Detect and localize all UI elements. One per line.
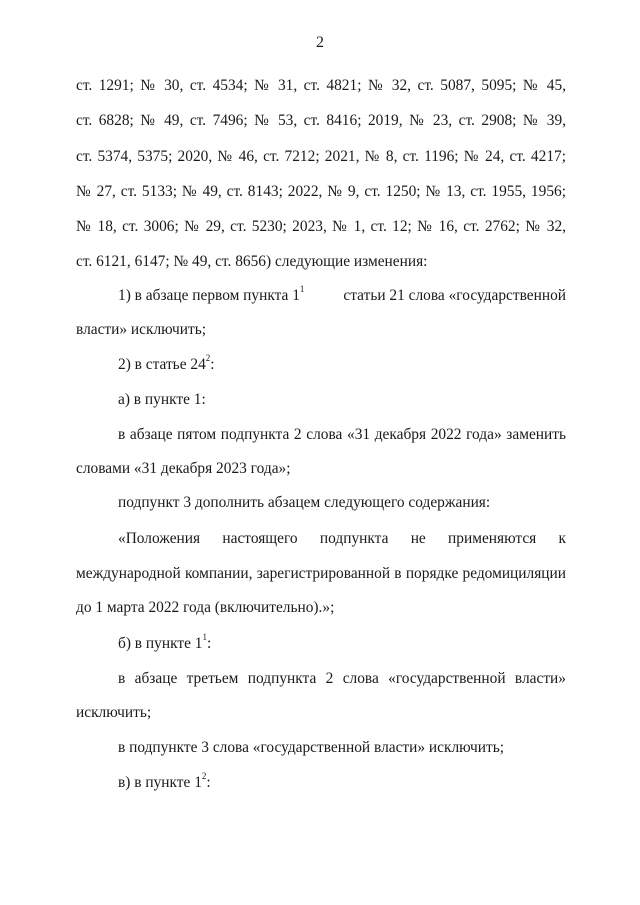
citation-line-6: ст. 6121, 6147; № 49, ст. 8656) следующие изменения: (76, 253, 428, 270)
para-sub3: подпункт 3 дополнить абзацем следующего содержания: (118, 494, 491, 511)
item-2-heading: 2) в статье $24^2$: (118, 352, 215, 373)
item-2b-heading: б) в пункте $1^1$: (118, 631, 212, 652)
para-fifth-line-2: словами «31 декабря 2023 года»; (76, 460, 291, 477)
citation-line-3: ст. 5374, 5375; 2020, № 46, ст. 7212; 2021, № 8, ст. 1196; № 24, ст. 4217; (76, 148, 566, 165)
citation-line-2: ст. 6828; № 49, ст. 7496; № 53, ст. 8416; 2019, № 23, ст. 2908; № 39, (76, 112, 566, 129)
para-third-line-2: исключить; (76, 704, 152, 721)
quote-line-1: «Положения настоящего подпункта не применяются к (118, 530, 566, 547)
citation-line-1: ст. 1291; № 30, ст. 4534; № 31, ст. 4821; № 32, ст. 5087, 5095; № 45, (76, 77, 566, 94)
quote-line-3: до 1 марта 2022 года (включительно).»; (76, 599, 335, 616)
citation-line-4: № 27, ст. 5133; № 49, ст. 8143; 2022, № 9, ст. 1250; № 13, ст. 1955, 1956; (76, 183, 566, 200)
para-third-line-1: в абзаце третьем подпункта 2 слова «государственной власти» (118, 670, 566, 687)
para-fifth-line-1: в абзаце пятом подпункта 2 слова «31 декабря 2022 года» заменить (118, 426, 566, 443)
item-1-line-1 (118, 283, 566, 306)
item-1-line-2: власти» исключить; (76, 321, 207, 338)
item-2a-heading: а) в пункте 1: (118, 391, 206, 408)
citation-line-5: № 18, ст. 3006; № 29, ст. 5230; 2023, № 1, ст. 12; № 16, ст. 2762; № 32, (76, 218, 566, 235)
quote-line-2: международной компании, зарегистрированной в порядке редомициляции (76, 565, 566, 582)
item-1-text-tail: статьи 21 слова «государственной (343, 287, 566, 304)
item-1-text: 1) в абзаце первом пункта $1^1$ (118, 283, 305, 304)
para-sub3-b: в подпункте 3 слова «государственной власти» исключить; (118, 739, 505, 756)
item-2v-heading: в) в пункте $1^2$: (118, 770, 211, 791)
page-number: 2 (316, 34, 324, 51)
